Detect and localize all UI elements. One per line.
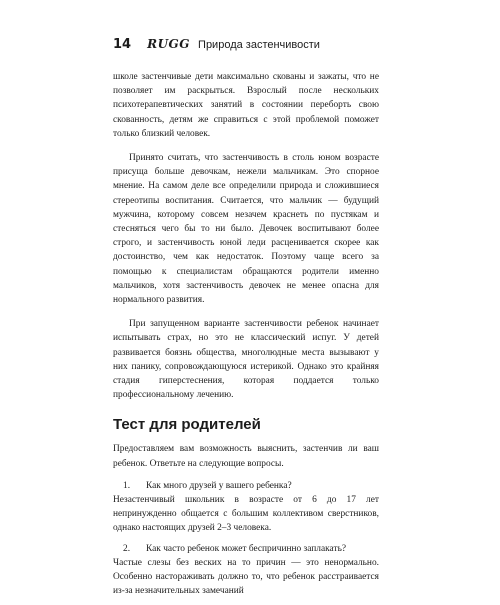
question [113,479,379,493]
page-number: 14 [113,37,132,52]
question-number: 1. [123,480,131,491]
series-logo: RUGG [147,37,191,51]
question-item [113,479,379,536]
section-intro: Предоставляем вам возможность выяснить, застенчив ли ваш ребенок. Ответьте на следующие вопросы. [113,444,379,469]
question-list [113,479,379,599]
paragraph: Принято считать, что застенчивость в столь юном возрасте присуща больше девочкам, нежели мальчикам. Это спорное мнение. На самом деле все определили природа и сложившиеся стереотипы воспитания. Считается, что мальчик — будущий мужчина, которому совсем незачем краснеть по пустякам и стесняться чего бы то ни было. Девочек воспитывают более строго, и застенчивость юной леди расценивается скорее как достоинство, чем как недостаток. Поэтому чаще всего за помощью к специалистам обращаются родители именно мальчиков, хотя застенчивость девочек не менее опасна для нормального развития. [113,153,379,306]
paragraph: При запущенном варианте застенчивости ребенок начинает испытывать страх, но это не классический испуг. У детей развивается боязнь общества, многолюдные места вызывают у них панику, сопровождающуюся истерикой. Однако это крайняя стадия гиперстеснения, которая поддается только профессиональному лечению. [113,319,379,401]
section-heading: Тест для родителей [113,416,261,434]
page-header [113,37,320,55]
answer-text: Частые слезы без веских на то причин — это ненормально. Особенно настораживать должно то, что ребенок расстраивается из-за незначительных замечаний [113,557,379,597]
running-title: Природа застенчивости [198,39,320,51]
paragraph: школе застенчивые дети максимально скованы и зажаты, что не позволяет им раскрыться. Взрослый после нескольких психотерапевтических занятий в состоянии переборть свою скованность, детям же справиться с этой проблемой поможет только близкий человек. [113,72,379,139]
answer-text: Незастенчивый школьник в возрасте от 6 до 17 лет непринужденно общается с большим коллективом сверстников, однако настоящих друзей 2–3 человека. [113,495,379,534]
question-item [113,542,379,599]
question-number: 2. [123,543,131,554]
question-text: Как часто ребенок может беспричинно заплакать? [146,543,347,554]
question [113,542,379,556]
page-body [113,70,379,605]
question-text: Как много друзей у вашего ребенка? [146,480,292,491]
